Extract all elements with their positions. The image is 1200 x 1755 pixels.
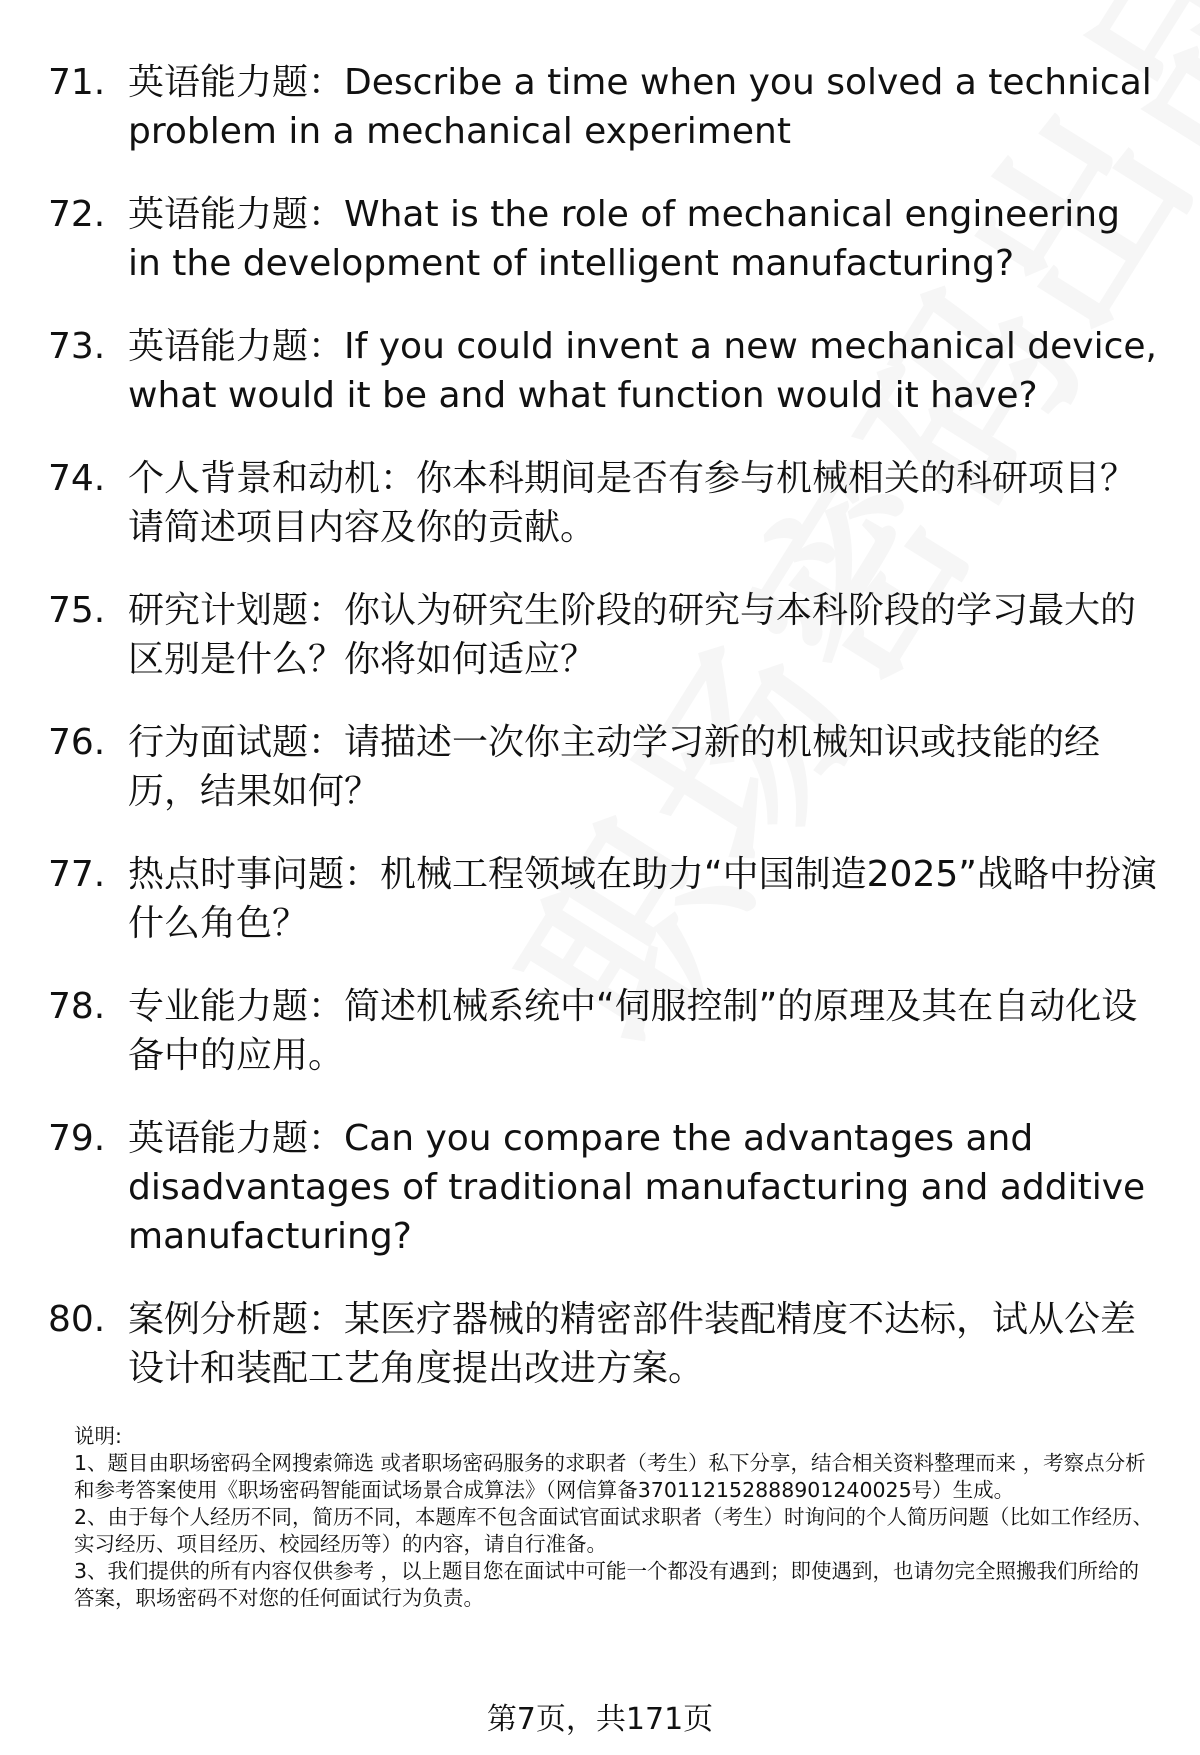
- question-text: 热点时事问题：机械工程领域在助力“中国制造2025”战略中扮演什么角色？: [128, 854, 1157, 944]
- question-number: 74.: [48, 458, 106, 499]
- question-item: [48, 718, 1158, 816]
- question-number: 73.: [48, 326, 106, 367]
- question-item: [48, 1295, 1158, 1393]
- notes-title: 说明:: [74, 1424, 122, 1448]
- question-number: 71.: [48, 62, 106, 103]
- question-number: 75.: [48, 590, 106, 631]
- question-text: 案例分析题：某医疗器械的精密部件装配精度不达标，试从公差设计和装配工艺角度提出改进方案。: [128, 1299, 1137, 1389]
- question-text: 研究计划题：你认为研究生阶段的研究与本科阶段的学习最大的区别是什么？你将如何适应？: [128, 590, 1137, 680]
- question-number: 77.: [48, 854, 106, 895]
- question-item: [48, 1114, 1158, 1261]
- question-item: [48, 454, 1158, 552]
- question-number: 79.: [48, 1118, 106, 1159]
- question-text: 专业能力题：简述机械系统中“伺服控制”的原理及其在自动化设备中的应用。: [128, 986, 1138, 1076]
- question-item: [48, 850, 1158, 948]
- question-number: 78.: [48, 986, 106, 1027]
- question-item: [48, 982, 1158, 1080]
- note-item: 3、我们提供的所有内容仅供参考 ，以上题目您在面试中可能一个都没有遇到；即使遇到，也请勿完全照搬我们所给的答案，职场密码不对您的任何面试行为负责。: [74, 1559, 1140, 1610]
- question-item: [48, 190, 1158, 288]
- question-list: [48, 58, 1158, 1427]
- question-text: 英语能力题：Can you compare the advantages and disadvantages of traditional manufacturing and additive manufacturing?: [128, 1118, 1146, 1257]
- question-item: [48, 322, 1158, 420]
- page-footer: 第7页，共171页: [486, 1702, 714, 1737]
- question-item: [48, 586, 1158, 684]
- question-text: 英语能力题：If you could invent a new mechanical device, what would it be and what function would it have?: [128, 326, 1157, 416]
- question-number: 80.: [48, 1299, 106, 1340]
- question-number: 72.: [48, 194, 106, 235]
- question-text: 个人背景和动机：你本科期间是否有参与机械相关的科研项目？请简述项目内容及你的贡献。: [128, 458, 1137, 548]
- note-item: 1、题目由职场密码全网搜索筛选 或者职场密码服务的求职者（考生）私下分享，结合相关资料整理而来 ，考察点分析和参考答案使用《职场密码智能面试场景合成算法》（网信算备370112152888901240025号）生成。: [74, 1451, 1146, 1502]
- question-text: 英语能力题：Describe a time when you solved a technical problem in a mechanical experiment: [128, 62, 1152, 152]
- question-item: [48, 58, 1158, 156]
- question-text: 英语能力题：What is the role of mechanical engineering in the development of intelligent manufacturing?: [128, 194, 1120, 284]
- note-item: 2、由于每个人经历不同，简历不同，本题库不包含面试官面试求职者（考生）时询问的个人简历问题（比如工作经历、实习经历、项目经历、校园经历等）的内容，请自行准备。: [74, 1505, 1154, 1556]
- notes-section: [74, 1423, 1154, 1612]
- question-text: 行为面试题：请描述一次你主动学习新的机械知识或技能的经历，结果如何？: [128, 722, 1101, 812]
- question-number: 76.: [48, 722, 106, 763]
